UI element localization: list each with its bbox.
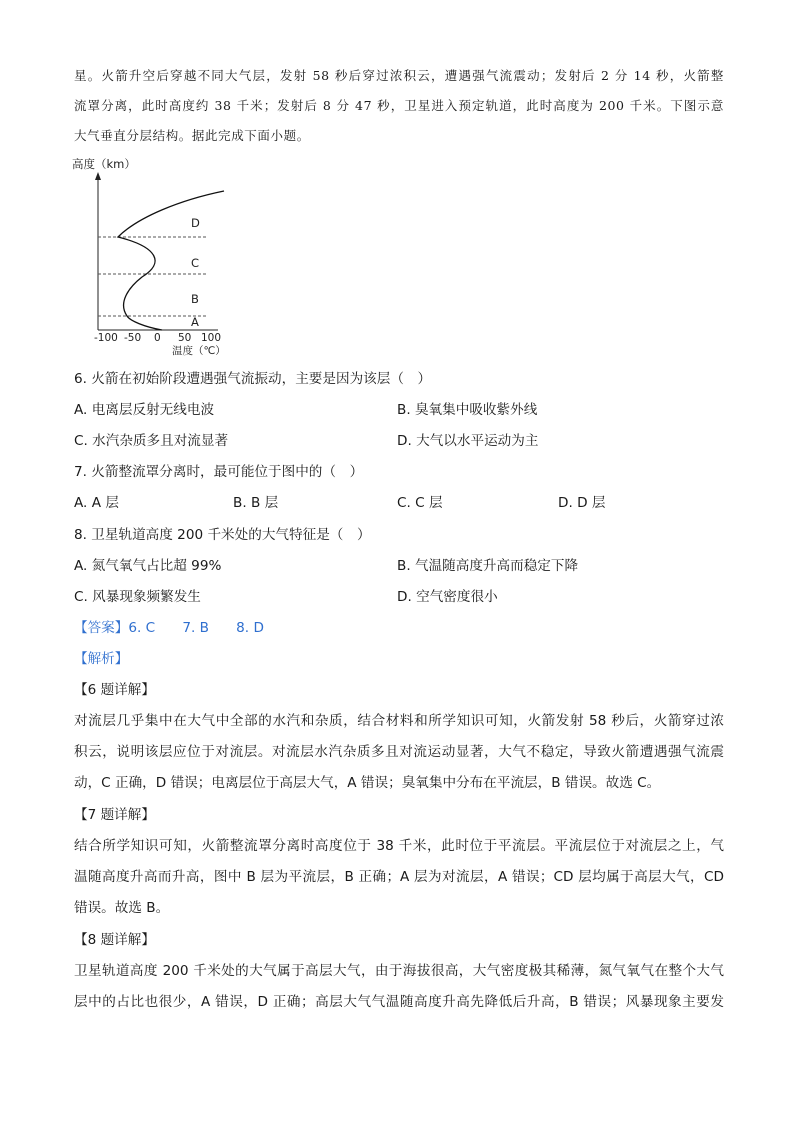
layer-label-b: B [191,292,199,306]
question-8-option-c: C. 风暴现象频繁发生 [74,589,201,605]
layer-label-d: D [191,216,200,230]
intro-line-3: 大气垂直分层结构。据此完成下面小题。 [74,128,310,143]
x-axis-label: 温度（℃） [172,345,226,357]
detail-6-line-2: 积云，说明该层应位于对流层。对流层水汽杂质多且对流运动显著，大气不稳定，导致火箭遭遇强气流震 [74,744,724,760]
intro-line-2: 流罩分离，此时高度约 38 千米；发射后 8 分 47 秒，卫星进入预定轨道，此时高度为 200 千米。下图示意 [74,98,724,113]
question-6-option-c: C. 水汽杂质多且对流显著 [74,433,229,449]
detail-8-title: 【8 题详解】 [74,932,155,948]
question-8-option-b: B. 气温随高度升高而稳定下降 [397,558,579,574]
question-8-stem: 8. 卫星轨道高度 200 千米处的大气特征是（ ） [74,527,371,543]
answer-row [74,618,264,638]
temperature-curve [118,191,224,330]
question-6-stem: 6. 火箭在初始阶段遭遇强气流振动，主要是因为该层（ ） [74,371,432,387]
x-tick-label: -100 [94,332,118,344]
detail-7-title: 【7 题详解】 [74,807,155,823]
question-6-option-a: A. 电离层反射无线电波 [74,402,215,418]
question-7-option-c: C. C 层 [397,495,443,511]
detail-6-title: 【6 题详解】 [74,682,155,698]
layer-label-a: A [191,315,199,329]
answer-text: 6. C 7. B 8. D [128,620,264,636]
question-8-option-a: A. 氮气氧气占比超 99% [74,558,222,574]
question-7-option-d: D. D 层 [558,495,606,511]
answer-tag: 【答案】 [74,620,129,636]
y-axis-arrow [95,172,101,180]
question-7-option-b: B. B 层 [233,495,279,511]
intro-line-1: 星。火箭升空后穿越不同大气层，发射 58 秒后穿过浓积云，遭遇强气流震动；发射后 2 分 14 秒，火箭整 [74,68,724,83]
detail-7-line-2: 温随高度升高而升高，图中 B 层为平流层，B 正确；A 层为对流层，A 错误；CD 层均属于高层大气，CD [74,869,724,885]
question-6-option-b: B. 臭氧集中吸收紫外线 [397,402,538,418]
chart-svg [70,155,240,360]
question-7-option-a: A. A 层 [74,495,119,511]
x-tick-label: -50 [124,332,142,344]
x-tick-label: 0 [154,332,161,344]
y-axis-label: 高度（km） [72,157,136,171]
analysis-tag: 【解析】 [74,651,129,667]
x-tick-label: 100 [201,332,222,344]
x-tick-label: 50 [178,332,192,344]
detail-8-line-1: 卫星轨道高度 200 千米处的大气属于高层大气，由于海拔很高，大气密度极其稀薄，氮气氧气在整个大气 [74,963,724,979]
detail-7-line-1: 结合所学知识可知，火箭整流罩分离时高度位于 38 千米，此时位于平流层。平流层位于对流层之上，气 [74,838,724,854]
layer-label-c: C [191,256,200,270]
question-7-stem: 7. 火箭整流罩分离时，最可能位于图中的（ ） [74,464,364,480]
question-6-option-d: D. 大气以水平运动为主 [397,433,539,449]
detail-6-line-1: 对流层几乎集中在大气中全部的水汽和杂质，结合材料和所学知识可知，火箭发射 58 秒后，火箭穿过浓 [74,713,724,729]
detail-6-line-3: 动，C 正确，D 错误；电离层位于高层大气，A 错误；臭氧集中分布在平流层，B 错误。故选 C。 [74,775,661,791]
detail-8-line-2: 层中的占比也很少，A 错误，D 正确；高层大气气温随高度升高先降低后升高，B 错误；风暴现象主要发 [74,994,724,1010]
question-8-option-d: D. 空气密度很小 [397,589,498,605]
atmosphere-layer-chart [70,155,240,360]
detail-7-line-3: 错误。故选 B。 [74,900,170,916]
